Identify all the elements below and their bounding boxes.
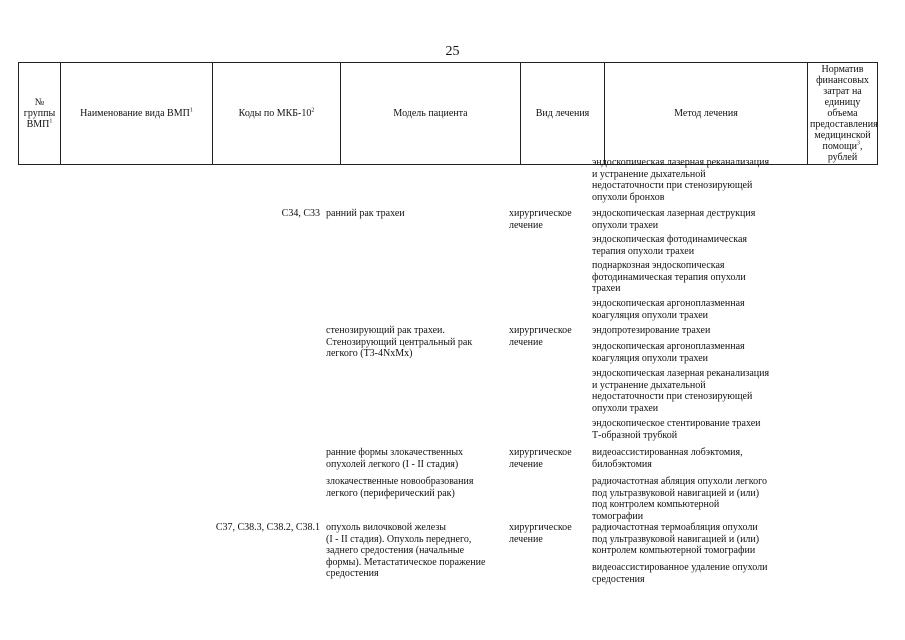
model-peripheral-lung: злокачественные новообразования легкого (периферический рак) — [326, 476, 474, 499]
method-laser-recanalization-bronchi: эндоскопическая лазерная реканализация и устранение дыхательной недостаточности при стенозирующей опухоли бронхов — [592, 157, 770, 203]
header-icd-codes: Коды по МКБ-$10^2$ — [213, 63, 341, 165]
model-early-lung: ранние формы злокачественных опухолей легкого (I - II стадия) — [326, 447, 464, 470]
model-thymus: опухоль вилочковой железы (I - II стадия). Опухоль переднего, заднего средостения (начальные формы). Метастатическое поражение средостения — [326, 522, 486, 579]
method-laser-recanalization-trachea: эндоскопическая лазерная реканализация и устранение дыхательной недостаточности при стенозирующей опухоли трахеи — [592, 368, 770, 414]
method-video-lobectomy: видеоассистированная лобэктомия, билобэктомия — [592, 447, 743, 470]
method-laser-destruction: эндоскопическая лазерная деструкция опухоли трахеи — [592, 208, 756, 231]
header-group-number: № группы ВМП$^1$ — [19, 63, 61, 165]
header-vmp-name: Наименование вида ВМП$^1$ — [61, 63, 213, 165]
header-cost-standard: Норматив финансовых затрат на единицу объема предоставления медицинской помощи$^3$, рублей — [808, 63, 878, 165]
method-photodynamic: эндоскопическая фотодинамическая терапия опухоли трахеи — [592, 234, 747, 257]
method-video-mediastinum: видеоассистированное удаление опухоли средостения — [592, 562, 768, 585]
method-argon-plasma: эндоскопическая аргоноплазменная коагуляция опухоли трахеи — [592, 298, 745, 321]
treatment-surgical: хирургическое лечение — [509, 325, 572, 348]
header-patient-model: Модель пациента — [341, 63, 521, 165]
model-early-trachea: ранний рак трахеи — [326, 208, 405, 219]
method-anesthesia-photodynamic: поднаркозная эндоскопическая фотодинамическая терапия опухоли трахеи — [592, 260, 746, 294]
treatment-surgical: хирургическое лечение — [509, 447, 572, 470]
table-header — [18, 62, 878, 165]
method-argon-plasma-2: эндоскопическая аргоноплазменная коагуляция опухоли трахеи — [592, 341, 745, 364]
treatment-surgical: хирургическое лечение — [509, 522, 572, 545]
method-endoprosthesis: эндопротезирование трахеи — [592, 325, 711, 336]
codes-c34-c33: С34, С33 — [281, 208, 320, 219]
treatment-surgical: хирургическое лечение — [509, 208, 572, 231]
method-stenting: эндоскопическое стентирование трахеи Т-образной трубкой — [592, 418, 761, 441]
header-treatment-method: Метод лечения — [605, 63, 808, 165]
method-thermoablation: радиочастотная термоабляция опухоли под ультразвуковой навигацией и (или) контролем компьютерной томографии — [592, 522, 760, 556]
header-treatment-type: Вид лечения — [521, 63, 605, 165]
method-radiofrequency-ablation: радиочастотная абляция опухоли легкого под ультразвуковой навигацией и (или) под контролем компьютерной томографии — [592, 476, 767, 522]
model-stenosing-trachea: стенозирующий рак трахеи. Стенозирующий центральный рак легкого (Т3-4NxMx) — [326, 325, 473, 359]
codes-c37-c38: С37, С38.3, С38.2, С38.1 — [215, 522, 320, 533]
page-number: 25 — [445, 44, 460, 59]
